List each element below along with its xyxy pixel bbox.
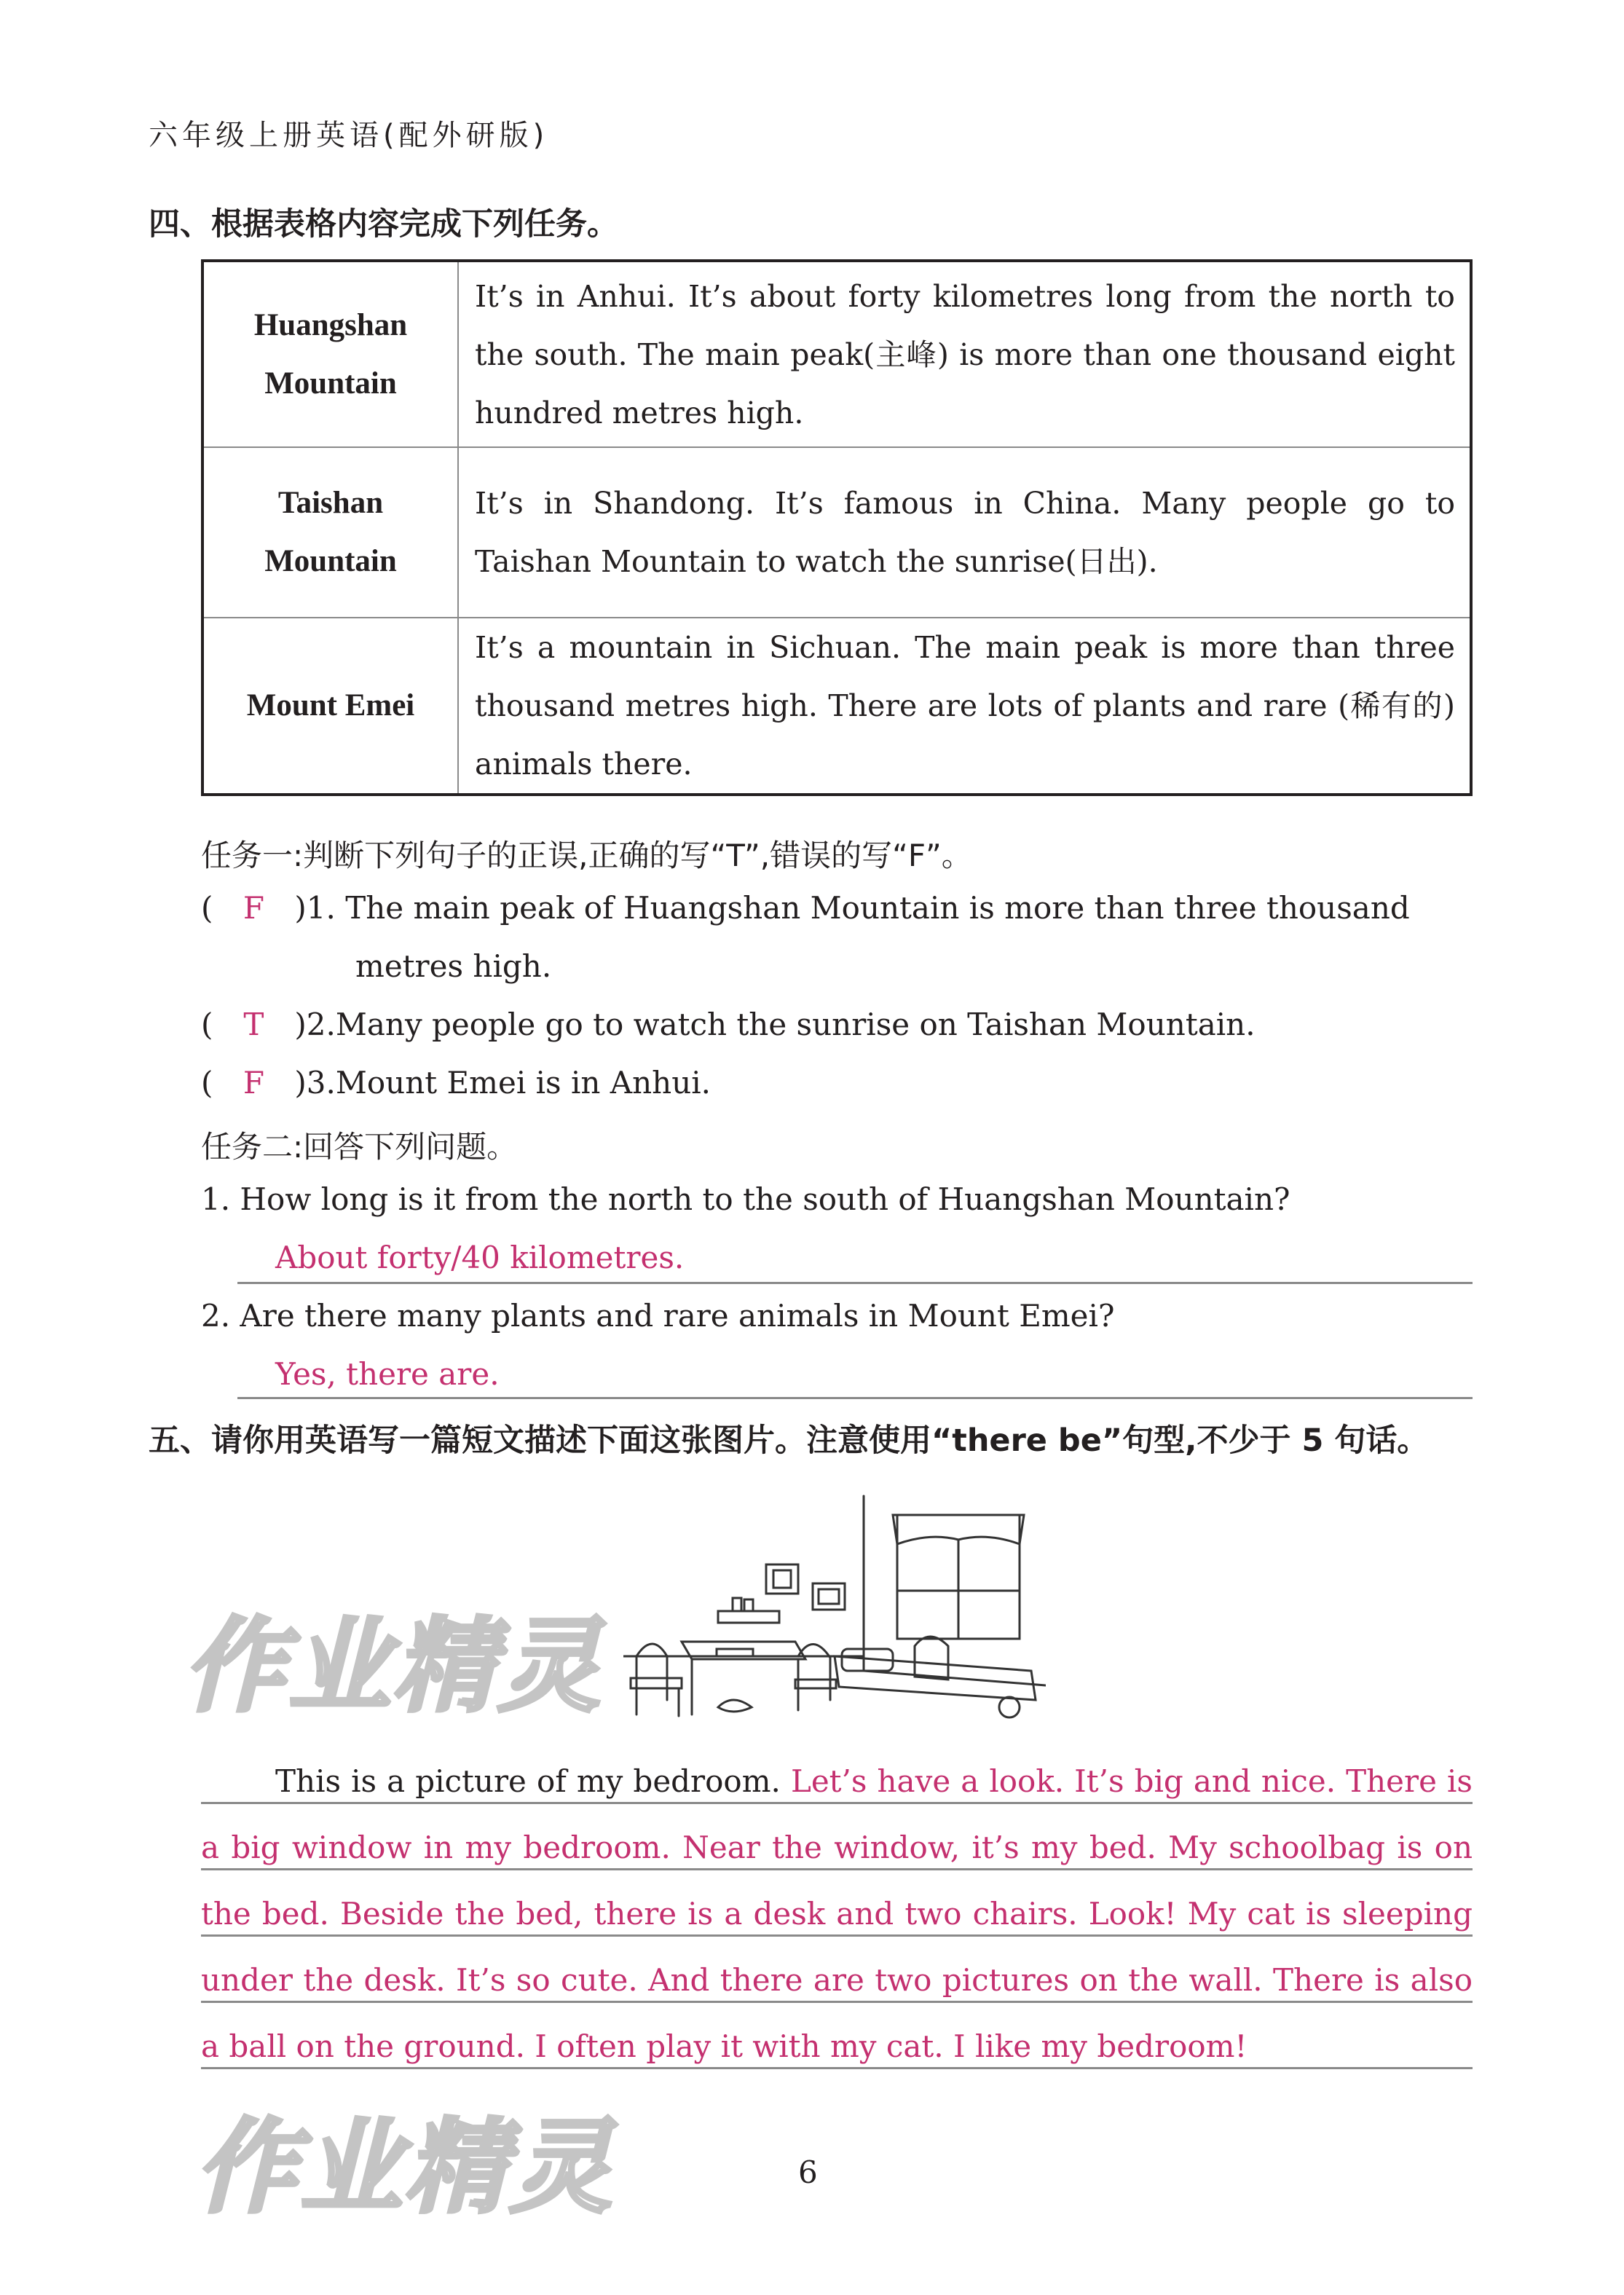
- writing-line: [201, 2001, 1473, 2003]
- writing-line: [201, 1802, 1473, 1804]
- answer-line: [237, 1397, 1473, 1399]
- mountain-name: Mountain: [264, 366, 397, 401]
- table-cell-description: It’s in Anhui. It’s about forty kilometres long from the north to the south. The main peak(主峰) is more than one thousand eight hundred metres high.: [458, 261, 1471, 447]
- item-number: )3.: [294, 1065, 336, 1101]
- table-row: [202, 261, 1471, 447]
- section-5-title: 五、请你用英语写一篇短文描述下面这张图片。注意使用“there be”句型,不少于 5 句话。: [149, 1422, 1429, 1459]
- tf-statement-continued: metres high.: [355, 948, 552, 984]
- mountain-name: Huangshan: [253, 307, 408, 342]
- mountain-name: Mountain: [264, 544, 397, 578]
- paren-open: (: [201, 890, 213, 926]
- watermark-logo: 作业精灵: [184, 1607, 604, 1726]
- tf-item-1: [201, 890, 1410, 926]
- question-2: 2. Are there many plants and rare animals in Mount Emei?: [201, 1298, 1115, 1334]
- table-row: [202, 618, 1471, 795]
- essay-intro: This is a picture of my bedroom.: [275, 1763, 781, 1799]
- task-2-title: 任务二:回答下列问题。: [201, 1129, 518, 1165]
- table-cell-description: It’s in Shandong. It’s famous in China. Many people go to Taishan Mountain to watch the sunrise(日出).: [458, 447, 1471, 618]
- table-cell-name: [202, 447, 458, 618]
- tf-answer: F: [243, 890, 264, 926]
- mountain-name: Taishan: [277, 486, 384, 520]
- answer-line: [237, 1282, 1473, 1284]
- tf-statement: The main peak of Huangshan Mountain is more than three thousand: [345, 890, 1410, 926]
- paren-open: (: [201, 1065, 213, 1101]
- answer-2: Yes, there are.: [275, 1356, 500, 1392]
- page-number: 6: [798, 2154, 818, 2190]
- item-number: )1.: [294, 890, 336, 926]
- tf-statement: Many people go to watch the sunrise on Taishan Mountain.: [335, 1007, 1256, 1042]
- writing-line: [201, 2067, 1473, 2069]
- bedroom-illustration: [623, 1489, 1046, 1722]
- table-cell-name: [202, 618, 458, 795]
- mountain-name: Mount Emei: [246, 688, 415, 723]
- section-4-title: 四、根据表格内容完成下列任务。: [149, 206, 618, 243]
- paren-open: (: [201, 1007, 213, 1042]
- tf-item-3: [201, 1065, 711, 1101]
- item-number: )2.: [294, 1007, 336, 1042]
- tf-answer: T: [243, 1007, 264, 1042]
- writing-line: [201, 1868, 1473, 1870]
- tf-item-2: [201, 1007, 1256, 1042]
- writing-line: [201, 1934, 1473, 1937]
- table-cell-name: [202, 261, 458, 447]
- watermark-logo: 作业精灵: [195, 2109, 615, 2227]
- question-1: 1. How long is it from the north to the south of Huangshan Mountain?: [201, 1181, 1290, 1217]
- mountain-info-table: [201, 259, 1473, 796]
- table-cell-description: It’s a mountain in Sichuan. The main peak is more than three thousand metres high. There are lots of plants and rare (稀有的) animals there.: [458, 618, 1471, 795]
- page-header: 六年级上册英语(配外研版): [149, 119, 549, 152]
- table-row: [202, 447, 1471, 618]
- task-1-title: 任务一:判断下列句子的正误,正确的写“T”,错误的写“F”。: [201, 838, 972, 873]
- essay-paragraph: [201, 1748, 1473, 2079]
- answer-1: About forty/40 kilometres.: [275, 1240, 685, 1275]
- essay-answer: Let’s have a look. It’s big and nice. There is a big window in my bedroom. Near the window, it’s my bed. My schoolbag is on the bed. Beside the bed, there is a desk and two chairs. Look! My cat is sleeping under the desk. It’s so cute. And there are two pictures on the wall. There is also a ball on the ground. I often play it with my cat. I like my bedroom!: [201, 1763, 1473, 2064]
- tf-statement: Mount Emei is in Anhui.: [335, 1065, 712, 1101]
- tf-answer: F: [243, 1065, 264, 1101]
